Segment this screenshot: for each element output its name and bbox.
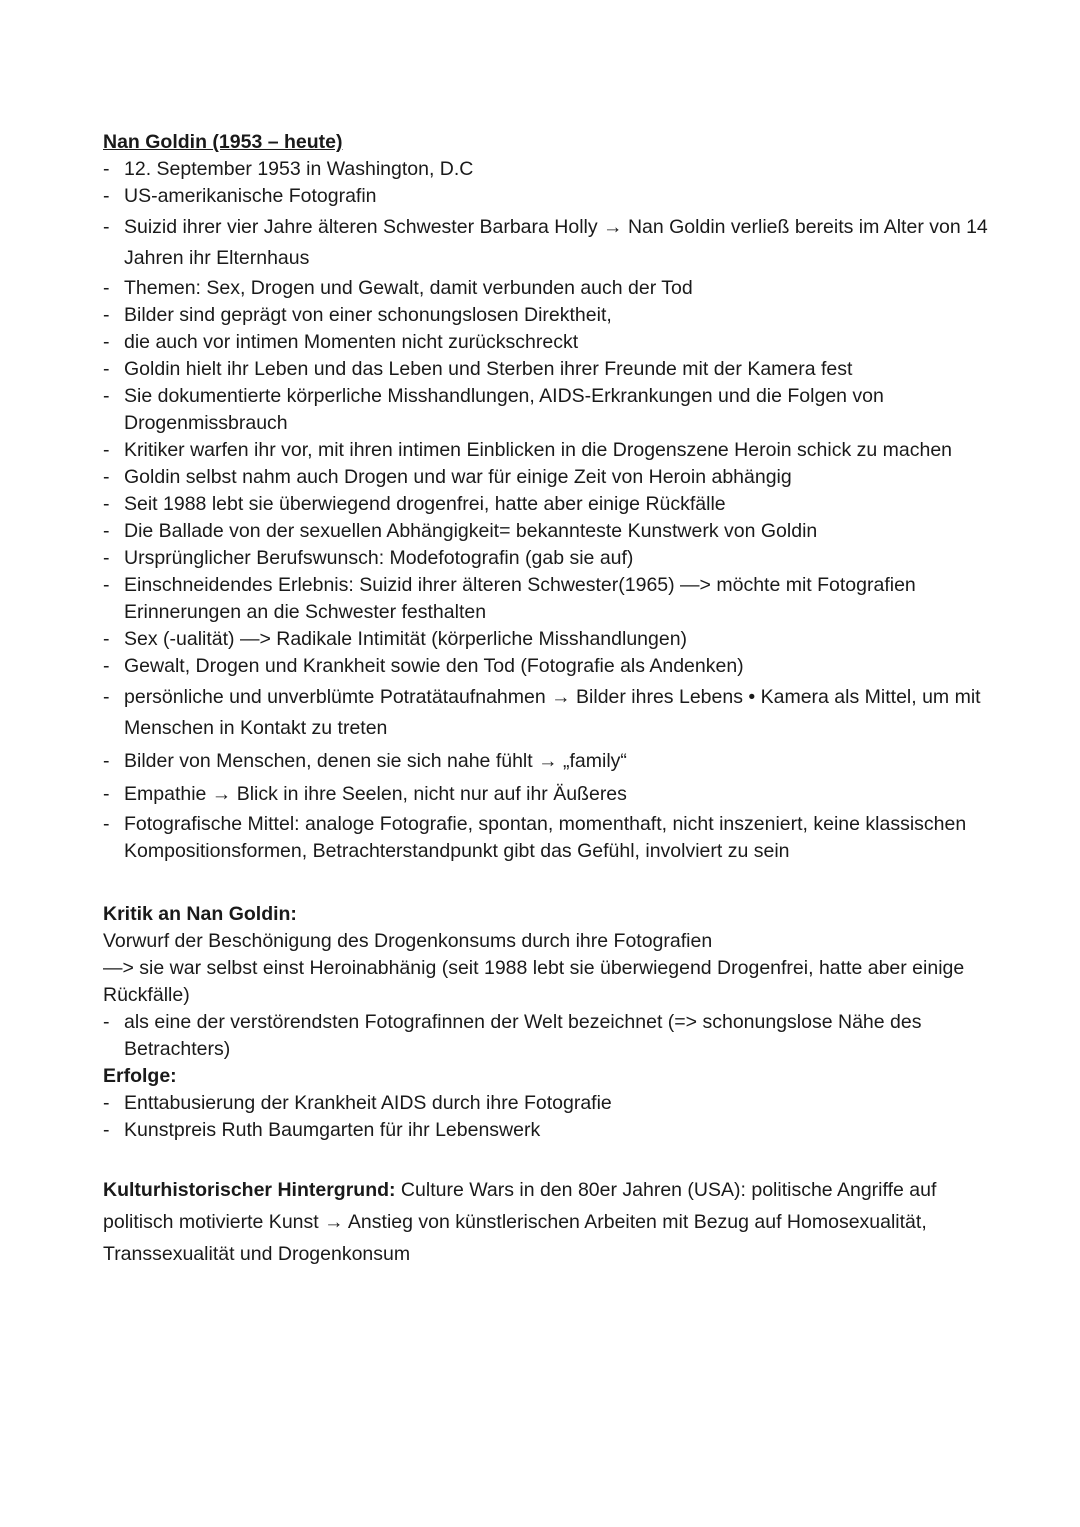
list-item: - 12. September 1953 in Washington, D.C: [103, 156, 1003, 183]
section-spacer: [103, 1144, 1003, 1174]
list-item: - Sie dokumentierte körperliche Misshandlungen, AIDS-Erkrankungen und die Folgen von Drogenmissbrauch: [103, 383, 1003, 437]
list-item: - Themen: Sex, Drogen und Gewalt, damit verbunden auch der Tod: [103, 275, 1003, 302]
hintergrund-text: Culture Wars in den 80er Jahren (USA): politische Angriffe auf politisch motivierte Kunst → Anstieg von künstlerischen Arbeiten mit Bezug auf Homosexualität, Transsexualität und Drogenkonsum: [103, 1179, 937, 1265]
list-item: - US-amerikanische Fotografin: [103, 183, 1003, 210]
list-item: - Die Ballade von der sexuellen Abhängigkeit= bekannteste Kunstwerk von Goldin: [103, 518, 1003, 545]
list-item: - Enttabusierung der Krankheit AIDS durch ihre Fotografie: [103, 1090, 1003, 1117]
list-item: - Goldin hielt ihr Leben und das Leben und Sterben ihrer Freunde mit der Kamera fest: [103, 356, 1003, 383]
hintergrund-paragraph: [103, 1174, 1003, 1270]
erfolge-heading: Erfolge:: [103, 1065, 177, 1087]
biography-list: [103, 156, 1003, 865]
list-item: - Gewalt, Drogen und Krankheit sowie den Tod (Fotografie als Andenken): [103, 653, 1003, 680]
list-item: - Empathie → Blick in ihre Seelen, nicht nur auf ihr Äußeres: [103, 779, 1003, 810]
list-item: - Einschneidendes Erlebnis: Suizid ihrer älteren Schwester(1965) —> möchte mit Fotografien Erinnerungen an die Schwester festhalten: [103, 572, 1003, 626]
list-item: - Sex (-ualität) —> Radikale Intimität (körperliche Misshandlungen): [103, 626, 1003, 653]
list-item: - die auch vor intimen Momenten nicht zurückschreckt: [103, 329, 1003, 356]
kritik-line: —> sie war selbst einst Heroinabhänig (seit 1988 lebt sie überwiegend Drogenfrei, hatte aber einige Rückfälle): [103, 957, 965, 1006]
kritik-list: [103, 1009, 1003, 1063]
list-item: - Ursprünglicher Berufswunsch: Modefotografin (gab sie auf): [103, 545, 1003, 572]
list-item: - Bilder sind geprägt von einer schonungslosen Direktheit,: [103, 302, 1003, 329]
list-item: - Fotografische Mittel: analoge Fotografie, spontan, momenthaft, nicht inszeniert, keine klassischen Kompositionsformen, Betrachterstandpunkt gibt das Gefühl, involviert zu sein: [103, 811, 1003, 865]
list-item: - Kritiker warfen ihr vor, mit ihren intimen Einblicken in die Drogenszene Heroin schick zu machen: [103, 437, 1003, 464]
list-item: - Seit 1988 lebt sie überwiegend drogenfrei, hatte aber einige Rückfälle: [103, 491, 1003, 518]
document-content: [103, 129, 1003, 1270]
list-item: - persönliche und unverblümte Potratätaufnahmen → Bilder ihres Lebens • Kamera als Mittel, um mit Menschen in Kontakt zu treten: [103, 682, 1003, 744]
kritik-line: Vorwurf der Beschönigung des Drogenkonsums durch ihre Fotografien: [103, 930, 713, 952]
list-item: - Suizid ihrer vier Jahre älteren Schwester Barbara Holly → Nan Goldin verließ bereits im Alter von 14 Jahren ihr Elternhaus: [103, 212, 1003, 274]
list-item: - Kunstpreis Ruth Baumgarten für ihr Lebenswerk: [103, 1117, 1003, 1144]
kritik-heading: Kritik an Nan Goldin:: [103, 903, 297, 925]
list-item: - als eine der verstörendsten Fotografinnen der Welt bezeichnet (=> schonungslose Nähe des Betrachters): [103, 1009, 1003, 1063]
list-item: - Goldin selbst nahm auch Drogen und war für einige Zeit von Heroin abhängig: [103, 464, 1003, 491]
erfolge-list: [103, 1090, 1003, 1144]
hintergrund-heading: Kulturhistorischer Hintergrund:: [103, 1179, 396, 1201]
document-title: Nan Goldin (1953 – heute): [103, 131, 343, 153]
section-spacer: [103, 865, 1003, 901]
list-item: - Bilder von Menschen, denen sie sich nahe fühlt → „family“: [103, 746, 1003, 777]
